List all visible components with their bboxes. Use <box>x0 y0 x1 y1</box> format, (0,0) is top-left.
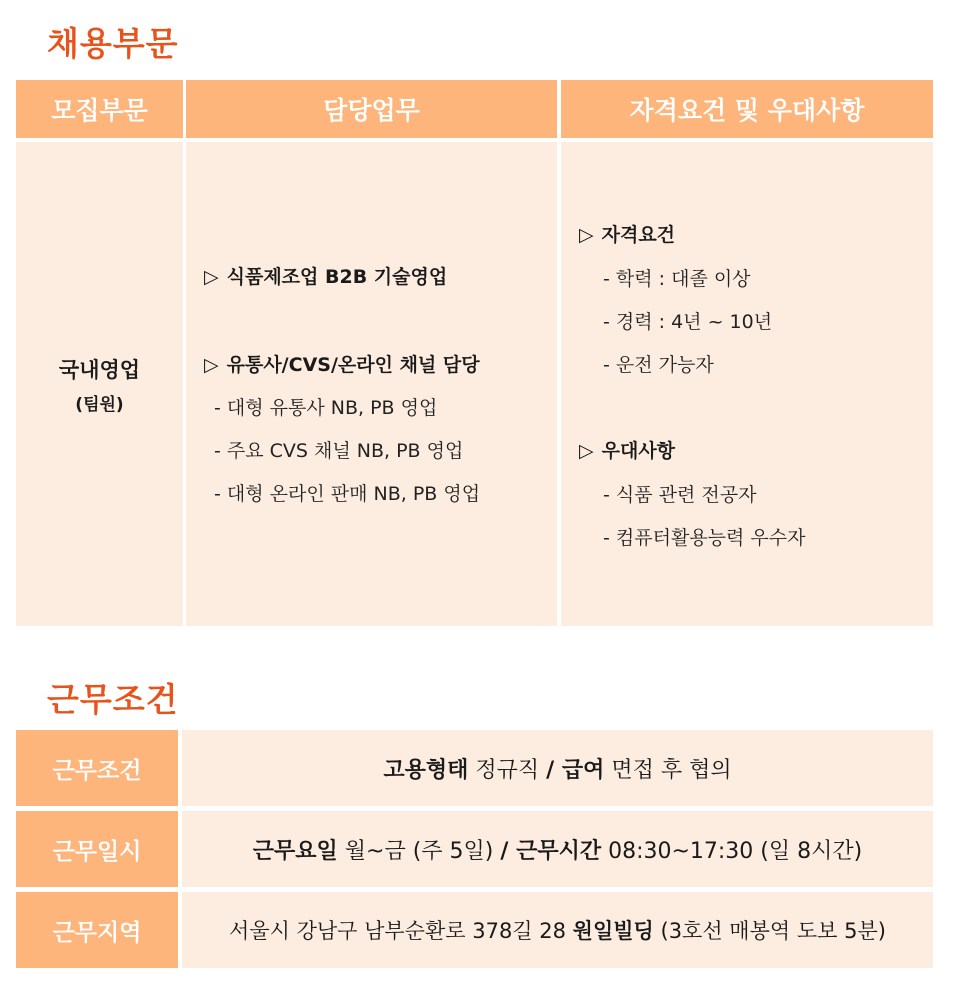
section-title-conditions: 근무조건 <box>47 680 179 719</box>
duty-heading-1: ▷ 식품제조업 B2B 기술영업 <box>204 266 448 288</box>
duty-heading-2: ▷ 유통사/CVS/온라인 채널 담당 <box>204 354 480 376</box>
requirement-item: - 운전 가능자 <box>603 354 714 376</box>
header-qualifications: 자격요건 및 우대사항 <box>561 80 933 138</box>
section-title-recruitment: 채용부문 <box>47 24 179 63</box>
triangle-right-icon: ▷ <box>579 440 594 462</box>
department-cell <box>16 142 183 626</box>
condition-label: 근무일시 <box>16 811 178 887</box>
header-department: 모집부문 <box>16 80 183 138</box>
condition-value: 고용형태 정규직 / 급여 면접 후 협의 <box>182 730 933 806</box>
condition-label: 근무지역 <box>16 892 178 968</box>
qualifications-cell <box>561 142 933 626</box>
condition-row-employment <box>16 730 933 806</box>
department-name: 국내영업 <box>58 357 141 382</box>
header-duties: 담당업무 <box>186 80 557 138</box>
condition-label: 근무조건 <box>16 730 178 806</box>
duty-sub-item: - 대형 유통사 NB, PB 영업 <box>214 397 438 419</box>
department-sub: (팀원) <box>75 394 124 415</box>
condition-row-location <box>16 892 933 968</box>
preference-item: - 식품 관련 전공자 <box>603 484 757 506</box>
triangle-right-icon: ▷ <box>204 266 219 288</box>
requirement-item: - 경력 : 4년 ~ 10년 <box>603 311 773 333</box>
condition-row-schedule <box>16 811 933 887</box>
requirement-item: - 학력 : 대졸 이상 <box>603 268 751 290</box>
condition-value: 근무요일 월~금 (주 5일) / 근무시간 08:30~17:30 (일 8시간) <box>182 811 933 887</box>
duty-sub-item: - 주요 CVS 채널 NB, PB 영업 <box>214 440 464 462</box>
preferences-heading: ▷ 우대사항 <box>579 440 676 462</box>
preference-item: - 컴퓨터활용능력 우수자 <box>603 527 806 549</box>
duty-sub-item: - 대형 온라인 판매 NB, PB 영업 <box>214 483 481 505</box>
requirements-heading: ▷ 자격요건 <box>579 224 676 246</box>
triangle-right-icon: ▷ <box>204 354 219 376</box>
condition-value: 서울시 강남구 남부순환로 378길 28 원일빌딩 (3호선 매봉역 도보 5분) <box>182 892 933 968</box>
duties-cell <box>186 142 557 626</box>
triangle-right-icon: ▷ <box>579 224 594 246</box>
